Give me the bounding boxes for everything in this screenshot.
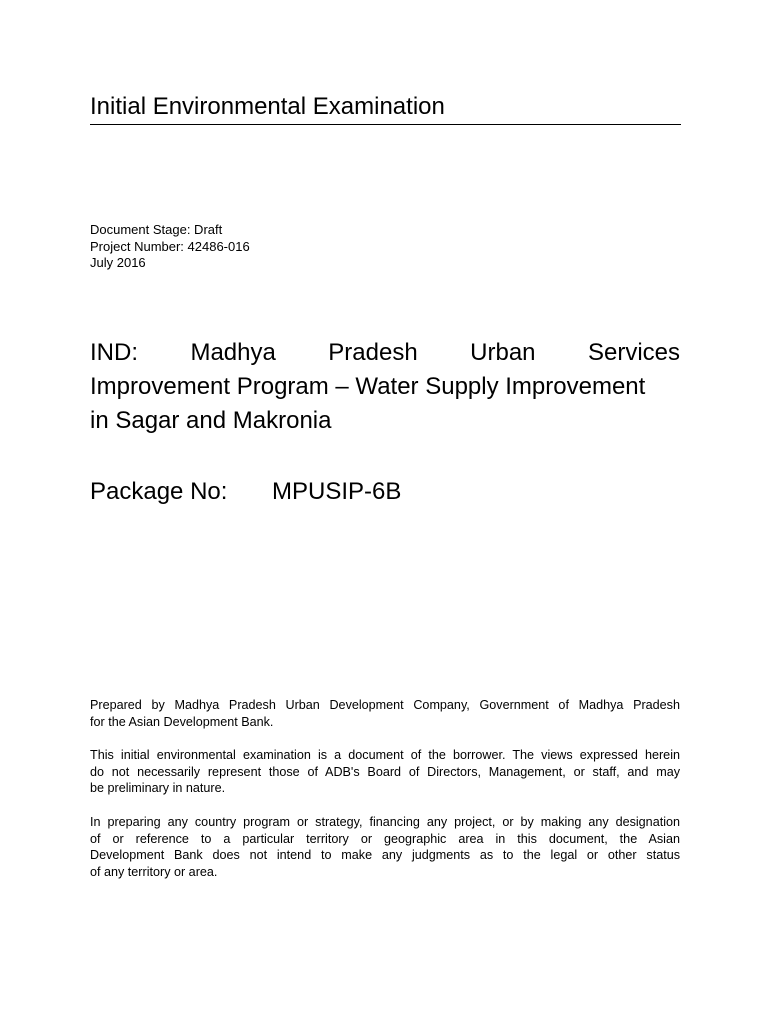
project-title-word: Madhya xyxy=(190,339,276,366)
project-title-word: Urban xyxy=(470,339,536,366)
document-date: July 2016 xyxy=(90,255,146,270)
disclaimer-paragraph xyxy=(90,747,680,797)
project-title xyxy=(90,336,680,438)
package-label: Package No: xyxy=(90,478,228,505)
paragraph-line: In preparing any country program or strategy, financing any project, or by making any designation xyxy=(90,815,680,829)
project-number: Project Number: 42486-016 xyxy=(90,238,250,254)
project-title-line-3: in Sagar and Makronia xyxy=(90,407,332,434)
document-stage: Document Stage: Draft xyxy=(90,222,223,237)
heading-underline xyxy=(90,124,681,125)
territory-paragraph xyxy=(90,814,680,880)
paragraph-line: Development Bank does not intend to make any judgments as to the legal or other status xyxy=(90,848,680,862)
paragraph-line: Prepared by Madhya Pradesh Urban Development Company, Government of Madhya Pradesh xyxy=(90,698,680,712)
document-meta xyxy=(90,222,490,272)
paragraph-line: This initial environmental examination is a document of the borrower. The views expressed herein xyxy=(90,748,680,762)
project-title-line-2: Improvement Program – Water Supply Improvement xyxy=(90,373,646,400)
paragraph-line: do not necessarily represent those of ADB's Board of Directors, Management, or staff, and may xyxy=(90,764,680,779)
package-value: MPUSIP-6B xyxy=(272,478,402,505)
project-title-word: Services xyxy=(587,339,680,366)
paragraph-line: be preliminary in nature. xyxy=(90,781,226,795)
project-title-line-1 xyxy=(90,336,680,370)
project-title-word: IND: xyxy=(90,339,138,366)
document-heading: Initial Environmental Examination xyxy=(90,93,445,120)
package-number xyxy=(90,476,680,508)
paragraph-line: of any territory or area. xyxy=(90,864,218,879)
paragraph-line: for the Asian Development Bank. xyxy=(90,714,274,729)
paragraph-line: of or reference to a particular territory or geographic area in this document, the Asian xyxy=(90,831,680,846)
project-title-word: Pradesh xyxy=(328,339,418,366)
prepared-by-paragraph xyxy=(90,697,680,730)
